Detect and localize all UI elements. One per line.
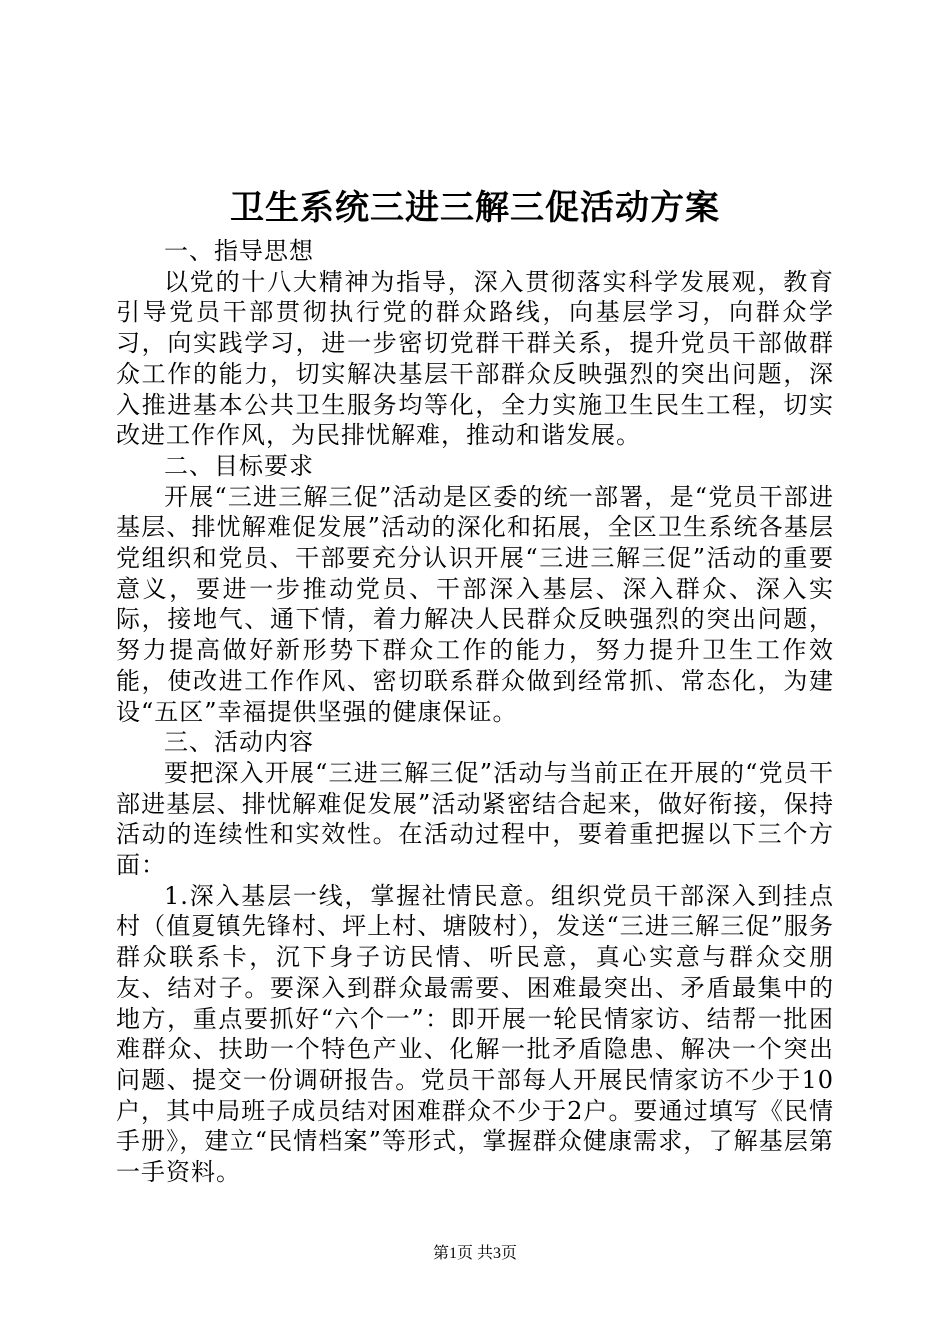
page-number: 第1页 共3页	[432, 1245, 517, 1262]
section-heading-goals: 二、目标要求	[164, 451, 314, 480]
paragraph-activities-intro: 要把深入开展“三进三解三促”活动与当前正在开展的“党员干部进基层、排忧解难促发展”活动紧密结合起来，做好衔接，保持活动的连续性和实效性。在活动过程中，要着重把握以下三个方面：	[116, 758, 834, 880]
paragraph-activity-item-1: 1.深入基层一线，掌握社情民意。组织党员干部深入到挂点村（值夏镇先锋村、坪上村、塘陂村），发送“三进三解三促”服务群众联系卡，沉下身子访民情、听民意，真心实意与群众交朋友、结对子。要深入到群众最需要、困难最突出、矛盾最集中的地方，重点要抓好“六个一”：即开展一轮民情家访、结帮一批困难群众、扶助一个特色产业、化解一批矛盾隐患、解决一个突出问题、提交一份调研报告。党员干部每人开展民情家访不少于10户，其中局班子成员结对困难群众不少于2户。要通过填写《民情手册》，建立“民情档案”等形式，掌握群众健康需求，了解基层第一手资料。	[116, 881, 834, 1187]
paragraph-guiding-ideology: 以党的十八大精神为指导，深入贯彻落实科学发展观，教育引导党员干部贯彻执行党的群众路线，向基层学习，向群众学习，向实践学习，进一步密切党群干群关系，提升党员干部做群众工作的能力，切实解决基层干部群众反映强烈的突出问题，深入推进基本公共卫生服务均等化，全力实施卫生民生工程，切实改进工作作风，为民排忧解难，推动和谐发展。	[116, 267, 834, 450]
section-heading-activities: 三、活动内容	[164, 728, 314, 757]
document-title: 卫生系统三进三解三促活动方案	[230, 188, 720, 228]
paragraph-goals: 开展“三进三解三促”活动是区委的统一部署，是“党员干部进基层、排忧解难促发展”活动的深化和拓展，全区卫生系统各基层党组织和党员、干部要充分认识开展“三进三解三促”活动的重要意义，要进一步推动党员、干部深入基层、深入群众、深入实际，接地气、通下情，着力解决人民群众反映强烈的突出问题，努力提高做好新形势下群众工作的能力，努力提升卫生工作效能，使改进工作作风、密切联系群众做到经常抓、常态化，为建设“五区”幸福提供坚强的健康保证。	[116, 482, 834, 726]
document-body	[116, 236, 834, 1188]
section-heading-guiding-ideology: 一、指导思想	[164, 237, 314, 265]
